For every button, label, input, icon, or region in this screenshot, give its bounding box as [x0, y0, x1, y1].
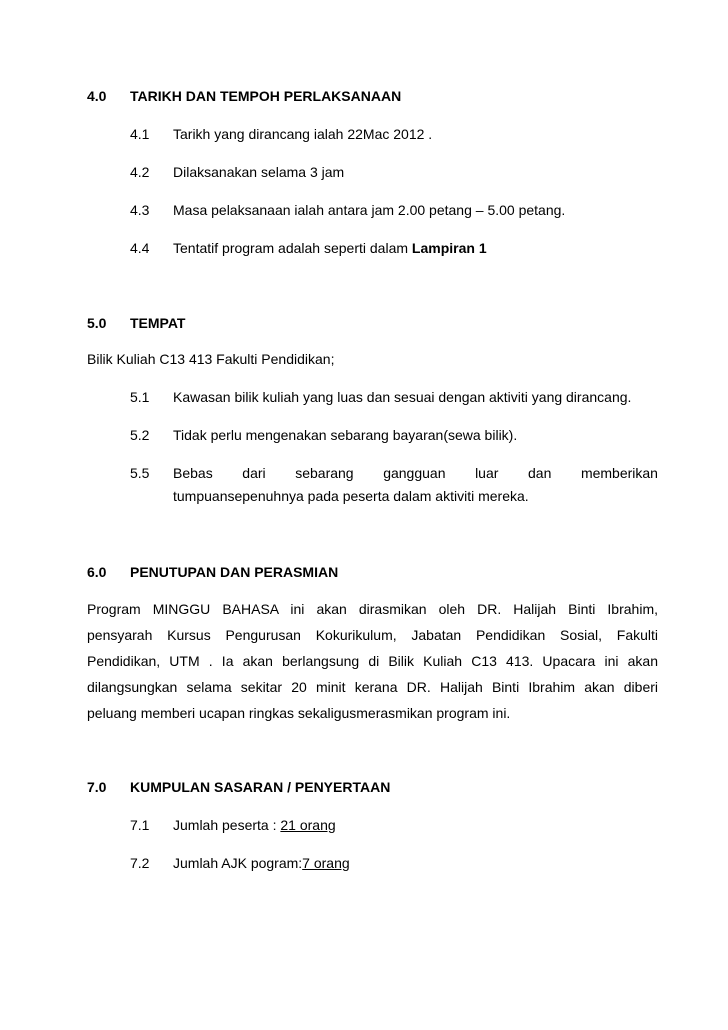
- section-7-heading: KUMPULAN SASARAN / PENYERTAAN: [130, 779, 391, 795]
- item-7-2-line: [173, 855, 350, 872]
- item-5-1-text: Kawasan bilik kuliah yang luas dan sesuai dengan aktiviti yang dirancang.: [173, 389, 632, 405]
- section-6-heading: PENUTUPAN DAN PERASMIAN: [130, 564, 339, 580]
- item-7-2-number: 7.2: [130, 855, 150, 871]
- item-5-5-word: Bebas: [173, 465, 213, 481]
- section-4-number: 4.0: [87, 88, 107, 104]
- section-6-paragraph-line: peluang memberi ucapan ringkas sekaligusmerasmikan program ini.: [87, 705, 511, 721]
- item-4-4-line: [173, 240, 487, 257]
- item-4-3-number: 4.3: [130, 202, 150, 218]
- item-7-1-line: [173, 817, 336, 834]
- item-4-4-appendix-ref: Lampiran 1: [411, 240, 487, 256]
- item-5-2-text: Tidak perlu mengenakan sebarang bayaran(sewa bilik).: [173, 427, 518, 443]
- item-4-1-text: Tarikh yang dirancang ialah 22Mac 2012 .: [173, 126, 433, 142]
- item-5-5-word: memberikan: [580, 465, 658, 481]
- section-5-heading: TEMPAT: [130, 315, 186, 331]
- section-7-number: 7.0: [87, 779, 107, 795]
- item-5-5-word: gangguan: [383, 465, 446, 481]
- item-5-5-word: dari: [242, 465, 266, 481]
- item-4-2-number: 4.2: [130, 164, 150, 180]
- section-6-paragraph-line: Pendidikan, UTM . Ia akan berlangsung di Bilik Kuliah C13 413. Upacara ini akan: [87, 653, 658, 669]
- item-5-2-number: 5.2: [130, 427, 150, 443]
- section-6-paragraph-line: dilangsungkan selama sekitar 20 minit kerana DR. Halijah Binti Ibrahim akan diberi: [87, 679, 658, 695]
- item-7-1-label: Jumlah peserta :: [173, 817, 281, 833]
- item-7-2-label: Jumlah AJK pogram:: [173, 855, 303, 871]
- item-7-1-value: 21 orang: [280, 817, 336, 833]
- item-5-5-line1: [173, 465, 658, 482]
- item-5-5-word: luar: [475, 465, 499, 481]
- item-4-3-text: Masa pelaksanaan ialah antara jam 2.00 petang – 5.00 petang.: [173, 202, 566, 218]
- item-7-1-number: 7.1: [130, 817, 150, 833]
- item-7-2-value: 7 orang: [302, 855, 350, 871]
- section-4-heading: TARIKH DAN TEMPOH PERLAKSANAAN: [130, 88, 402, 104]
- section-5-number: 5.0: [87, 315, 107, 331]
- item-4-4-text: Tentatif program adalah seperti dalam: [173, 240, 412, 256]
- item-5-5-word: dan: [528, 465, 552, 481]
- item-4-4-number: 4.4: [130, 240, 150, 256]
- item-5-5-word: sebarang: [295, 465, 354, 481]
- item-5-5-number: 5.5: [130, 465, 150, 481]
- item-5-1-number: 5.1: [130, 389, 150, 405]
- item-4-2-text: Dilaksanakan selama 3 jam: [173, 164, 345, 180]
- section-6-number: 6.0: [87, 564, 107, 580]
- section-6-paragraph-line: Program MINGGU BAHASA ini akan dirasmikan oleh DR. Halijah Binti Ibrahim,: [87, 601, 658, 617]
- item-5-5-line2: tumpuansepenuhnya pada peserta dalam aktiviti mereka.: [173, 488, 529, 504]
- section-6-paragraph-line: pensyarah Kursus Pengurusan Kokurikulum, Jabatan Pendidikan Sosial, Fakulti: [87, 627, 658, 643]
- section-5-intro: Bilik Kuliah C13 413 Fakulti Pendidikan;: [87, 351, 335, 367]
- item-4-1-number: 4.1: [130, 126, 150, 142]
